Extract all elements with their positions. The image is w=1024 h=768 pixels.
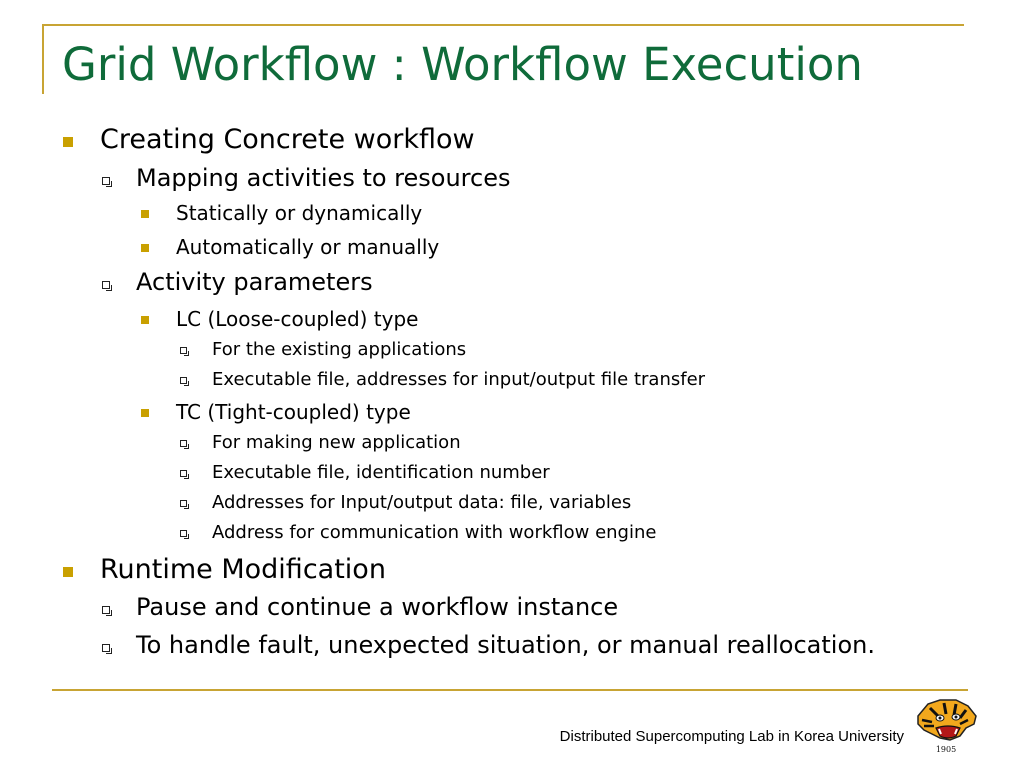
tiger-logo-icon xyxy=(910,694,982,756)
bullet-text: Runtime Modification xyxy=(100,554,386,585)
bullet-text: Pause and continue a workflow instance xyxy=(136,593,619,621)
hollow-square-bullet-icon xyxy=(180,440,187,447)
top-border-line xyxy=(42,24,964,26)
bullet-text: Executable file, addresses for input/output file transfer xyxy=(212,369,706,390)
square-bullet-icon xyxy=(141,210,149,218)
footer-lab-name: Distributed Supercomputing Lab in Korea University xyxy=(559,728,904,745)
square-bullet-icon xyxy=(141,316,149,324)
hollow-square-bullet-icon xyxy=(180,377,187,384)
bullet-text: For the existing applications xyxy=(212,339,467,360)
bullet-text: For making new application xyxy=(212,432,461,453)
square-bullet-icon xyxy=(141,244,149,252)
bullet-text: TC (Tight-coupled) type xyxy=(176,400,411,424)
bullet-text: Activity parameters xyxy=(136,268,373,296)
bullet-text: Executable file, identification number xyxy=(212,462,550,483)
hollow-square-bullet-icon xyxy=(180,500,187,507)
slide-title: Grid Workflow : Workflow Execution xyxy=(62,38,863,91)
hollow-square-bullet-icon xyxy=(102,606,110,614)
bullet-text: Address for communication with workflow engine xyxy=(212,522,657,543)
square-bullet-icon xyxy=(63,567,73,577)
hollow-square-bullet-icon xyxy=(102,177,110,185)
hollow-square-bullet-icon xyxy=(180,347,187,354)
bullet-text: Addresses for Input/output data: file, variables xyxy=(212,492,632,513)
hollow-square-bullet-icon xyxy=(180,530,187,537)
logo-year: 1905 xyxy=(935,745,957,754)
bullet-text: Mapping activities to resources xyxy=(136,164,511,192)
hollow-square-bullet-icon xyxy=(180,470,187,477)
square-bullet-icon xyxy=(63,137,73,147)
square-bullet-icon xyxy=(141,409,149,417)
hollow-square-bullet-icon xyxy=(102,644,110,652)
bottom-border-line xyxy=(52,689,968,691)
bullet-text: Creating Concrete workflow xyxy=(100,124,475,155)
hollow-square-bullet-icon xyxy=(102,281,110,289)
left-border-line xyxy=(42,24,44,94)
bullet-text: LC (Loose-coupled) type xyxy=(176,307,419,331)
bullet-text: Statically or dynamically xyxy=(176,201,423,225)
bullet-text: To handle fault, unexpected situation, or manual reallocation. xyxy=(136,631,875,659)
bullet-text: Automatically or manually xyxy=(176,235,440,259)
